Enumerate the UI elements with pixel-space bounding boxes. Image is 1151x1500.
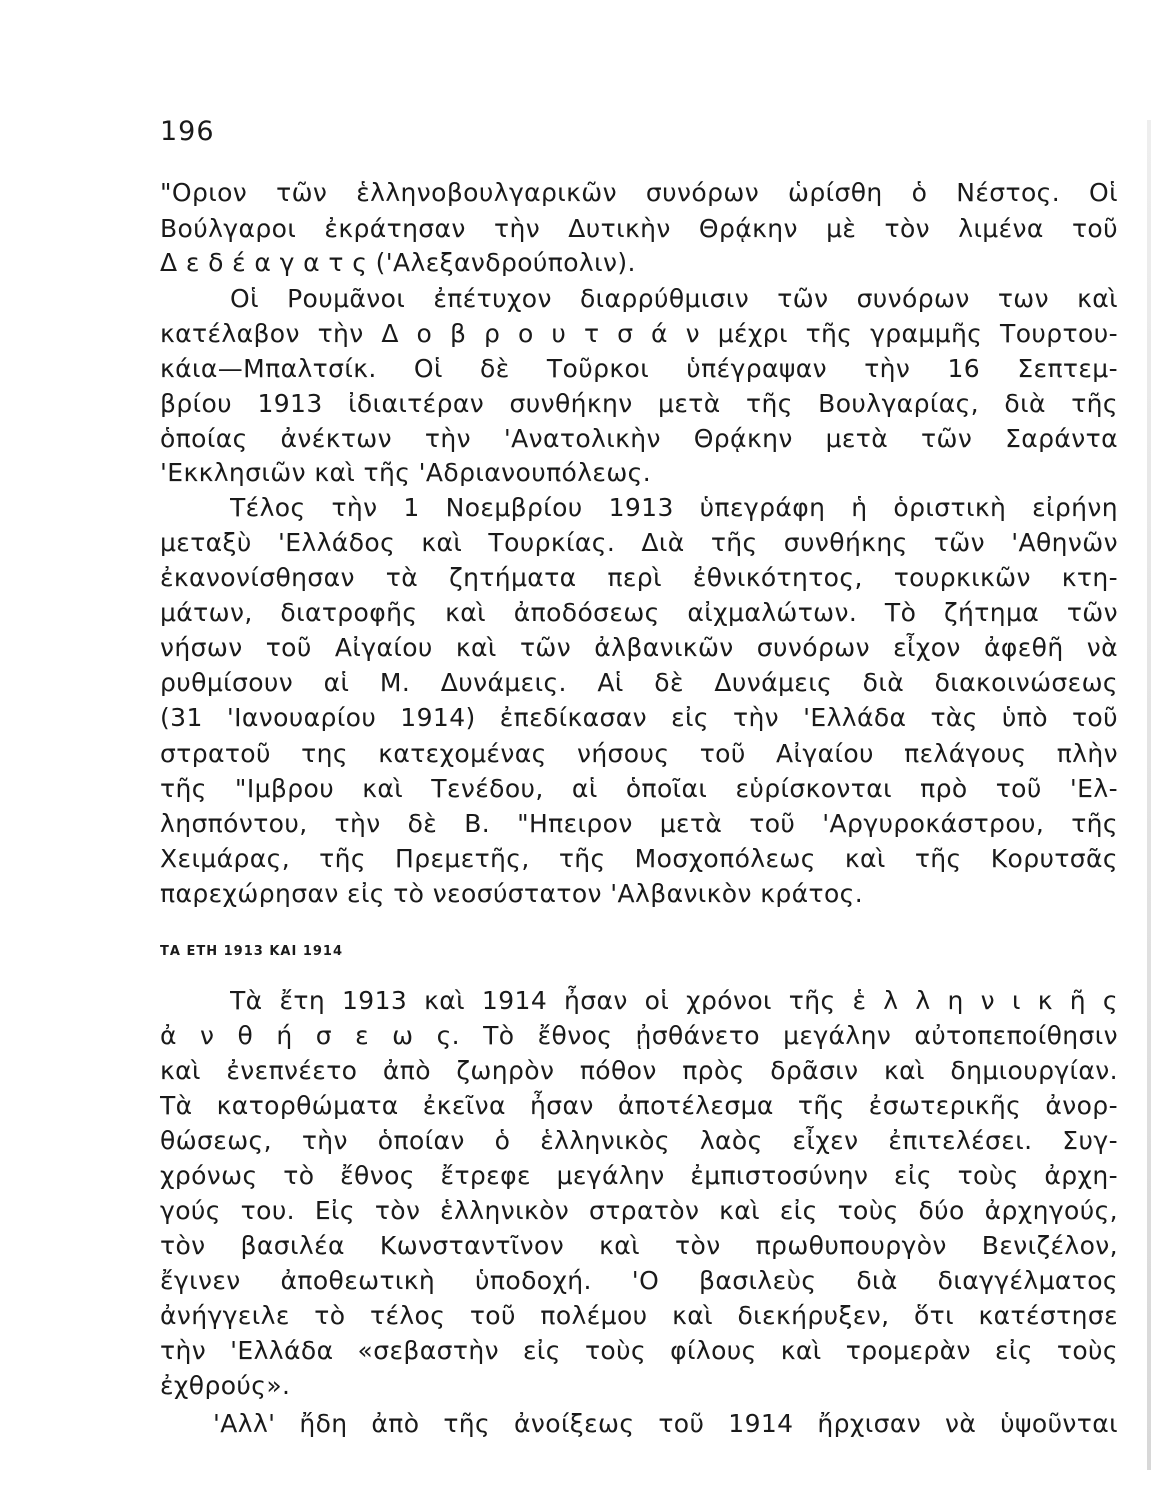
text-line: Τὰ κατορθώματα ἐκεῖνα ἦσαν ἀποτέλεσμα τῆς ἐσωτερικῆς ἀνορ- [160, 1091, 1118, 1120]
text-line: κάια—Μπαλτσίκ. Οἱ δὲ Τοῦρκοι ὑπέγραψαν τὴν 16 Σεπτεμ- [160, 354, 1118, 383]
section-heading: ΤΑ ΕΤΗ 1913 ΚΑΙ 1914 [160, 944, 343, 959]
text-line: Δ ε δ έ α γ α τ ς ('Αλεξανδρούπολιν). [160, 248, 636, 277]
text-line: γούς του. Εἰς τὸν ἑλληνικὸν στρατὸν καὶ εἰς τοὺς δύο ἀρχηγούς, [160, 1196, 1118, 1225]
text-line: νήσων τοῦ Αἰγαίου καὶ τῶν ἀλβανικῶν συνόρων εἶχον ἀφεθῆ νὰ [160, 633, 1118, 662]
text-line: τὴν 'Ελλάδα «σεβαστὴν εἰς τοὺς φίλους καὶ τρομερὰν εἰς τοὺς [160, 1336, 1118, 1365]
text-line: θώσεως, τὴν ὁποίαν ὁ ἑλληνικὸς λαὸς εἶχεν ἐπιτελέσει. Συγ- [160, 1126, 1118, 1155]
text-line: λησπόντου, τὴν δὲ Β. "Ηπειρον μετὰ τοῦ 'Αργυροκάστρου, τῆς [160, 809, 1118, 838]
text-line: 'Εκκλησιῶν καὶ τῆς 'Αδριανουπόλεως. [160, 458, 652, 487]
text-line: βρίου 1913 ἰδιαιτέραν συνθήκην μετὰ τῆς Βουλγαρίας, διὰ τῆς [160, 389, 1118, 418]
text-line: παρεχώρησαν εἰς τὸ νεοσύστατον 'Αλβανικὸν κράτος. [160, 879, 864, 908]
text-line: τὸν βασιλέα Κωνσταντῖνον καὶ τὸν πρωθυπουργὸν Βενιζέλον, [160, 1231, 1118, 1260]
text-line: χρόνως τὸ ἔθνος ἔτρεφε μεγάλην ἐμπιστοσύνην εἰς τοὺς ἀρχη- [160, 1161, 1118, 1190]
text-line: ἐχθρούς». [160, 1371, 291, 1400]
text-line: ἔγινεν ἀποθεωτικὴ ὑποδοχή. 'Ο βασιλεὺς διὰ διαγγέλματος [160, 1266, 1118, 1295]
text-line: (31 'Ιανουαρίου 1914) ἐπεδίκασαν εἰς τὴν 'Ελλάδα τὰς ὑπὸ τοῦ [160, 703, 1118, 732]
text-line: μάτων, διατροφῆς καὶ ἀποδόσεως αἰχμαλώτων. Τὸ ζήτημα τῶν [160, 598, 1118, 627]
text-line: Τέλος τὴν 1 Νοεμβρίου 1913 ὑπεγράφη ἡ ὁριστικὴ εἰρήνη [230, 493, 1118, 522]
text-line: στρατοῦ της κατεχομένας νήσους τοῦ Αἰγαίου πελάγους πλὴν [160, 739, 1118, 768]
text-line: τῆς "Ιμβρου καὶ Τενέδου, αἱ ὁποῖαι εὑρίσκονται πρὸ τοῦ 'Ελ- [160, 774, 1118, 803]
text-line: Χειμάρας, τῆς Πρεμετῆς, τῆς Μοσχοπόλεως καὶ τῆς Κορυτσᾶς [160, 844, 1118, 873]
text-line: Οἱ Ρουμᾶνοι ἐπέτυχον διαρρύθμισιν τῶν συνόρων των καὶ [230, 284, 1118, 313]
text-line: ὁποίας ἀνέκτων τὴν 'Ανατολικὴν Θρᾴκην μετὰ τῶν Σαράντα [160, 424, 1118, 453]
text-line: Τὰ ἔτη 1913 καὶ 1914 ἦσαν οἱ χρόνοι τῆς ἑ λ λ η ν ι κ ῆ ς [230, 986, 1118, 1015]
text-line: "Οριον τῶν ἑλληνοβουλγαρικῶν συνόρων ὡρίσθη ὁ Νέστος. Οἱ [160, 178, 1118, 207]
text-line: ρυθμίσουν αἱ Μ. Δυνάμεις. Αἱ δὲ Δυνάμεις διὰ διακοινώσεως [160, 668, 1118, 697]
page-number: 196 [160, 116, 215, 147]
text-line: κατέλαβον τὴν Δ ο β ρ ο υ τ σ ά ν μέχρι τῆς γραμμῆς Τουρτου- [160, 319, 1118, 348]
text-line: ἐκανονίσθησαν τὰ ζητήματα περὶ ἐθνικότητος, τουρκικῶν κτη- [160, 563, 1118, 592]
text-line: ἀ ν θ ή σ ε ω ς. Τὸ ἔθνος ᾐσθάνετο μεγάλην αὐτοπεποίθησιν [160, 1021, 1118, 1050]
scan-edge [1147, 120, 1151, 1470]
text-line: 'Αλλ' ἤδη ἀπὸ τῆς ἀνοίξεως τοῦ 1914 ἤρχισαν νὰ ὑψοῦνται [213, 1409, 1118, 1438]
text-line: Βούλγαροι ἐκράτησαν τὴν Δυτικὴν Θρᾴκην μὲ τὸν λιμένα τοῦ [160, 214, 1118, 243]
text-line: καὶ ἐνεπνέετο ἀπὸ ζωηρὸν πόθον πρὸς δρᾶσιν καὶ δημιουργίαν. [160, 1056, 1118, 1085]
text-line: ἀνήγγειλε τὸ τέλος τοῦ πολέμου καὶ διεκήρυξεν, ὅτι κατέστησε [160, 1301, 1118, 1330]
text-line: μεταξὺ 'Ελλάδος καὶ Τουρκίας. Διὰ τῆς συνθήκης τῶν 'Αθηνῶν [160, 528, 1118, 557]
